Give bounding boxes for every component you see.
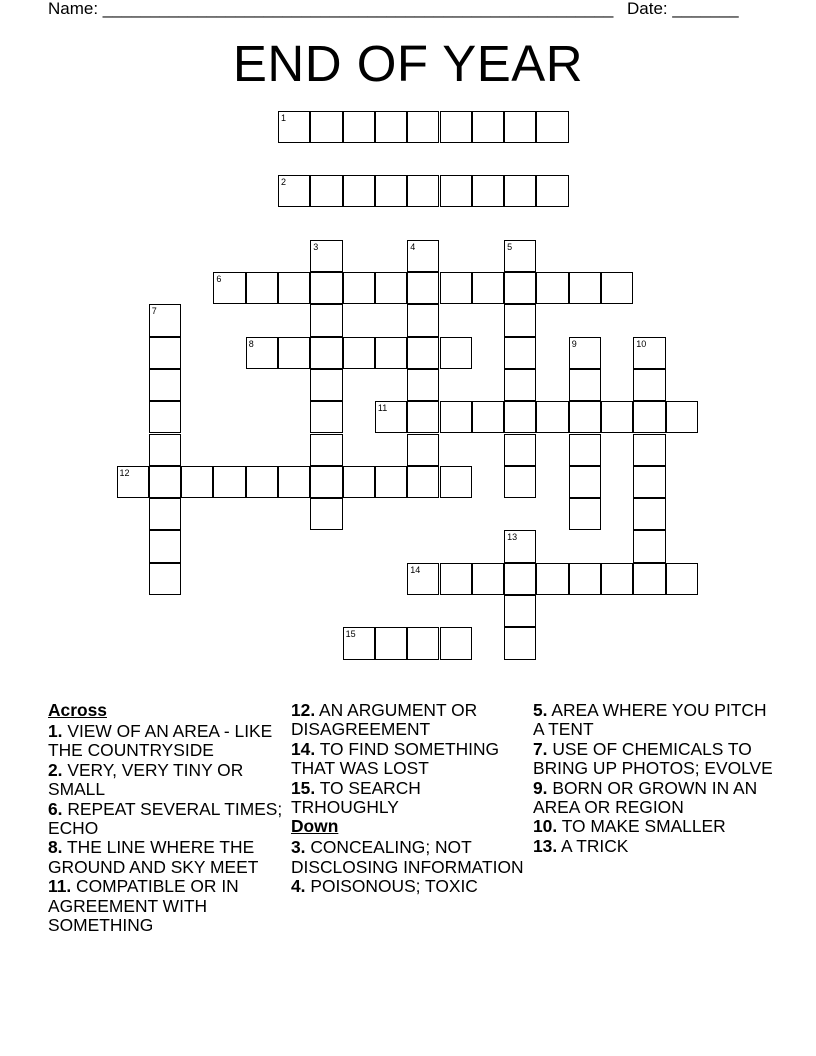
- clue-column-1: [48, 701, 288, 935]
- clue-text: REPEAT SEVERAL TIMES; ECHO: [48, 798, 283, 838]
- grid-cell[interactable]: [440, 627, 472, 659]
- grid-cell[interactable]: [375, 337, 407, 369]
- grid-cell[interactable]: [246, 337, 278, 369]
- grid-cell[interactable]: [407, 272, 439, 304]
- clue-item: [291, 838, 531, 877]
- clue-number: 2.: [48, 759, 63, 780]
- grid-cell[interactable]: [633, 337, 665, 369]
- grid-cell[interactable]: [536, 563, 568, 595]
- grid-cell[interactable]: [504, 563, 536, 595]
- grid-cell[interactable]: [310, 369, 342, 401]
- cell-number: 4: [410, 241, 416, 252]
- grid-cell[interactable]: [246, 272, 278, 304]
- grid-cell[interactable]: [375, 272, 407, 304]
- grid-cell[interactable]: [310, 240, 342, 272]
- grid-cell[interactable]: [504, 530, 536, 562]
- clue-number: 11.: [48, 876, 72, 897]
- grid-cell[interactable]: [375, 401, 407, 433]
- cell-number: 7: [151, 306, 157, 317]
- grid-cell[interactable]: [633, 466, 665, 498]
- clue-text: CONCEALING; NOT DISCLOSING INFORMATION: [291, 837, 524, 877]
- grid-cell[interactable]: [407, 401, 439, 433]
- grid-cell[interactable]: [569, 434, 601, 466]
- clue-number: 1.: [48, 720, 63, 741]
- grid-cell[interactable]: [504, 369, 536, 401]
- clue-number: 9.: [533, 777, 548, 798]
- grid-cell[interactable]: [666, 401, 698, 433]
- clue-text: A TRICK: [557, 835, 629, 856]
- grid-cell[interactable]: [310, 434, 342, 466]
- cell-number: 12: [119, 467, 130, 478]
- grid-cell[interactable]: [633, 369, 665, 401]
- grid-cell[interactable]: [666, 563, 698, 595]
- clue-number: 13.: [533, 835, 558, 856]
- grid-cell[interactable]: [504, 627, 536, 659]
- grid-cell[interactable]: [472, 563, 504, 595]
- grid-cell[interactable]: [504, 111, 536, 143]
- grid-cell[interactable]: [569, 466, 601, 498]
- grid-cell[interactable]: [633, 434, 665, 466]
- grid-cell[interactable]: [310, 401, 342, 433]
- grid-cell[interactable]: [278, 337, 310, 369]
- clue-item: [48, 838, 288, 877]
- grid-cell[interactable]: [504, 175, 536, 207]
- clue-number: 7.: [533, 738, 548, 759]
- grid-cell[interactable]: [278, 272, 310, 304]
- clue-number: 12.: [291, 700, 316, 720]
- cell-number: 14: [410, 564, 421, 575]
- grid-cell[interactable]: [440, 337, 472, 369]
- grid-cell[interactable]: [375, 175, 407, 207]
- grid-cell[interactable]: [472, 401, 504, 433]
- clue-item: [291, 877, 531, 896]
- clue-column-2: [291, 701, 531, 897]
- clue-item: [533, 817, 773, 836]
- grid-cell[interactable]: [407, 337, 439, 369]
- clue-item: [291, 701, 531, 740]
- clue-text: AREA WHERE YOU PITCH A TENT: [533, 700, 767, 740]
- grid-cell[interactable]: [149, 498, 181, 530]
- grid-cell[interactable]: [149, 304, 181, 336]
- grid-cell[interactable]: [310, 304, 342, 336]
- cell-number: 10: [636, 338, 647, 349]
- grid-cell[interactable]: [407, 111, 439, 143]
- grid-cell[interactable]: [117, 466, 149, 498]
- grid-cell[interactable]: [149, 401, 181, 433]
- clue-item: [533, 779, 773, 818]
- grid-cell[interactable]: [504, 401, 536, 433]
- clue-number: 10.: [533, 816, 558, 837]
- clue-number: 15.: [291, 777, 316, 798]
- grid-cell[interactable]: [601, 563, 633, 595]
- clue-item: [48, 761, 288, 800]
- clue-text: AN ARGUMENT OR DISAGREEMENT: [291, 700, 478, 740]
- grid-cell[interactable]: [343, 627, 375, 659]
- grid-cell[interactable]: [407, 175, 439, 207]
- grid-cell[interactable]: [407, 434, 439, 466]
- clue-text: BORN OR GROWN IN AN AREA OR REGION: [533, 777, 758, 818]
- grid-cell[interactable]: [343, 466, 375, 498]
- clue-item: [533, 740, 773, 779]
- grid-cell[interactable]: [407, 627, 439, 659]
- grid-cell[interactable]: [633, 530, 665, 562]
- clue-number: 6.: [48, 798, 63, 819]
- grid-cell[interactable]: [407, 369, 439, 401]
- grid-cell[interactable]: [407, 240, 439, 272]
- grid-cell[interactable]: [504, 466, 536, 498]
- grid-cell[interactable]: [343, 175, 375, 207]
- grid-cell[interactable]: [472, 272, 504, 304]
- grid-cell[interactable]: [407, 563, 439, 595]
- grid-cell[interactable]: [504, 272, 536, 304]
- clue-item: [48, 877, 288, 935]
- grid-cell[interactable]: [569, 401, 601, 433]
- clue-item: [533, 837, 773, 856]
- puzzle-title: END OF YEAR: [232, 35, 584, 92]
- clue-text: TO SEARCH TRHOUGHLY: [291, 777, 421, 818]
- name-field-label: Name: ______________________________________________________: [48, 0, 614, 18]
- grid-cell[interactable]: [246, 466, 278, 498]
- grid-cell[interactable]: [149, 530, 181, 562]
- cell-number: 1: [281, 112, 287, 123]
- grid-cell[interactable]: [569, 272, 601, 304]
- grid-cell[interactable]: [310, 111, 342, 143]
- grid-cell[interactable]: [536, 175, 568, 207]
- grid-cell[interactable]: [375, 466, 407, 498]
- cell-number: 3: [313, 241, 319, 252]
- cell-number: 11: [377, 403, 388, 414]
- cell-number: 13: [507, 532, 518, 543]
- cell-number: 2: [281, 177, 287, 188]
- grid-cell[interactable]: [569, 369, 601, 401]
- clue-item: [48, 722, 288, 761]
- clue-text: TO MAKE SMALLER: [557, 816, 726, 837]
- clue-text: VIEW OF AN AREA - LIKE THE COUNTRYSIDE: [48, 720, 273, 761]
- grid-cell[interactable]: [278, 111, 310, 143]
- grid-cell[interactable]: [504, 304, 536, 336]
- clue-text: POISONOUS; TOXIC: [305, 876, 478, 897]
- grid-cell[interactable]: [149, 434, 181, 466]
- grid-cell[interactable]: [310, 337, 342, 369]
- grid-cell[interactable]: [569, 563, 601, 595]
- grid-cell[interactable]: [472, 111, 504, 143]
- grid-cell[interactable]: [633, 401, 665, 433]
- grid-cell[interactable]: [149, 337, 181, 369]
- clue-item: [291, 740, 531, 779]
- grid-cell[interactable]: [633, 563, 665, 595]
- clue-text: USE OF CHEMICALS TO BRING UP PHOTOS; EVOLVE: [533, 738, 773, 779]
- grid-cell[interactable]: [149, 369, 181, 401]
- grid-cell[interactable]: [213, 466, 245, 498]
- grid-cell[interactable]: [440, 111, 472, 143]
- clue-number: 14.: [291, 738, 316, 759]
- grid-cell[interactable]: [310, 272, 342, 304]
- grid-cell[interactable]: [407, 304, 439, 336]
- grid-cell[interactable]: [536, 272, 568, 304]
- clue-text: TO FIND SOMETHING THAT WAS LOST: [291, 738, 500, 779]
- clue-text: COMPATIBLE OR IN AGREEMENT WITH SOMETHING: [48, 876, 239, 935]
- clue-text: THE LINE WHERE THE GROUND AND SKY MEET: [48, 837, 259, 877]
- clue-item: [533, 701, 773, 740]
- grid-cell[interactable]: [440, 175, 472, 207]
- clue-number: 3.: [291, 837, 306, 858]
- clue-number: 8.: [48, 837, 63, 858]
- grid-cell[interactable]: [569, 498, 601, 530]
- grid-cell[interactable]: [278, 175, 310, 207]
- grid-cell[interactable]: [440, 466, 472, 498]
- grid-cell[interactable]: [343, 337, 375, 369]
- grid-cell[interactable]: [149, 466, 181, 498]
- grid-cell[interactable]: [213, 272, 245, 304]
- grid-cell[interactable]: [149, 563, 181, 595]
- grid-cell[interactable]: [601, 401, 633, 433]
- grid-cell[interactable]: [278, 466, 310, 498]
- grid-cell[interactable]: [536, 401, 568, 433]
- clue-section-heading: Down: [291, 816, 339, 837]
- clue-item: [291, 779, 531, 818]
- clue-column-3: [533, 701, 773, 856]
- clue-item: [48, 800, 288, 839]
- cell-number: 5: [507, 241, 513, 252]
- cell-number: 6: [216, 274, 222, 284]
- grid-cell[interactable]: [601, 272, 633, 304]
- grid-cell[interactable]: [472, 175, 504, 207]
- grid-cell[interactable]: [440, 272, 472, 304]
- cell-number: 9: [571, 338, 577, 349]
- grid-cell[interactable]: [536, 111, 568, 143]
- grid-cell[interactable]: [375, 111, 407, 143]
- grid-cell[interactable]: [375, 627, 407, 659]
- date-field-label: Date: _______: [627, 0, 739, 18]
- clue-number: 4.: [291, 876, 306, 897]
- grid-cell[interactable]: [343, 111, 375, 143]
- grid-cell[interactable]: [407, 466, 439, 498]
- clue-text: VERY, VERY TINY OR SMALL: [48, 759, 244, 800]
- grid-cell[interactable]: [310, 175, 342, 207]
- grid-cell[interactable]: [310, 466, 342, 498]
- clue-section-heading: Across: [48, 700, 107, 720]
- grid-cell[interactable]: [504, 240, 536, 272]
- grid-cell[interactable]: [343, 272, 375, 304]
- grid-cell[interactable]: [504, 595, 536, 627]
- grid-cell[interactable]: [504, 434, 536, 466]
- grid-cell[interactable]: [181, 466, 213, 498]
- clue-number: 5.: [533, 700, 548, 720]
- grid-cell[interactable]: [504, 337, 536, 369]
- cell-number: 15: [345, 629, 356, 640]
- grid-cell[interactable]: [569, 337, 601, 369]
- cell-number: 8: [248, 338, 254, 349]
- grid-cell[interactable]: [440, 401, 472, 433]
- grid-cell[interactable]: [633, 498, 665, 530]
- grid-cell[interactable]: [440, 563, 472, 595]
- grid-cell[interactable]: [310, 498, 342, 530]
